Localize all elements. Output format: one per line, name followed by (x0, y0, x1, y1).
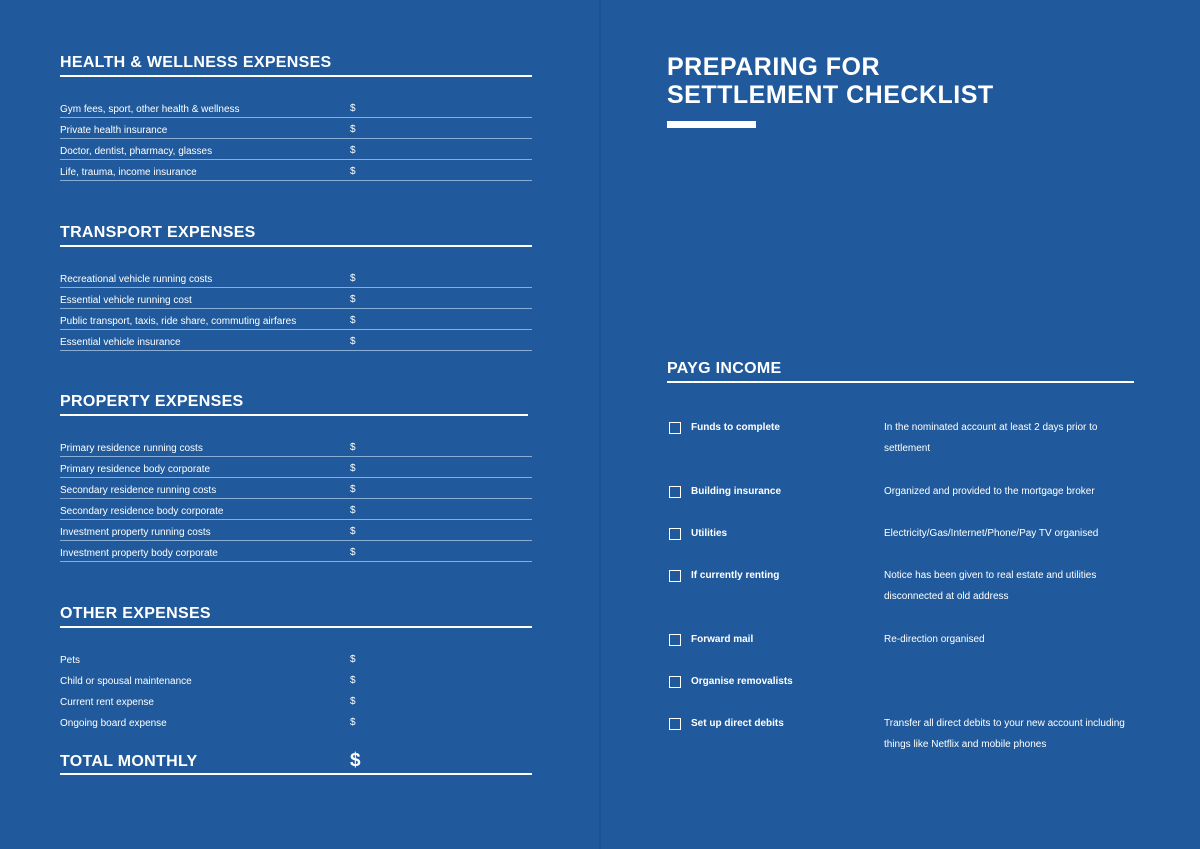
expense-row[interactable] (60, 289, 532, 309)
total-monthly-row[interactable] (60, 749, 532, 775)
expense-row[interactable] (60, 268, 532, 288)
expense-label: Current rent expense (60, 697, 154, 708)
expense-row[interactable] (60, 98, 532, 118)
expense-label: Gym fees, sport, other health & wellness (60, 104, 240, 115)
checklist-item-note: Re-direction organised (884, 634, 985, 645)
expense-label: Doctor, dentist, pharmacy, glasses (60, 146, 213, 157)
section-payg-income (667, 358, 1134, 383)
checklist-item-name: Set up direct debits (691, 718, 784, 729)
expense-row[interactable] (60, 691, 532, 711)
currency-symbol: $ (350, 166, 356, 177)
checklist-item-note: Transfer all direct debits to your new account including things like Netflix and mobile phones (884, 718, 1125, 750)
section-title: HEALTH & WELLNESS EXPENSES (60, 52, 532, 77)
checkbox[interactable] (669, 634, 681, 646)
expense-label: Essential vehicle running cost (60, 295, 192, 306)
expense-row[interactable] (60, 670, 532, 690)
currency-symbol: $ (350, 336, 356, 347)
checklist-item-note: Electricity/Gas/Internet/Phone/Pay TV organised (884, 528, 1099, 539)
checkbox[interactable] (669, 570, 681, 582)
expense-rows (60, 268, 532, 351)
expense-row[interactable] (60, 437, 532, 457)
expense-rows (60, 649, 532, 732)
currency-symbol: $ (350, 484, 356, 495)
expense-label: Pets (60, 655, 81, 666)
total-currency-symbol: $ (350, 750, 361, 771)
currency-symbol: $ (350, 294, 356, 305)
currency-symbol: $ (350, 675, 356, 686)
expense-row[interactable] (60, 161, 532, 181)
page-title-line-2: SETTLEMENT CHECKLIST (667, 81, 994, 109)
checklist-item-note: In the nominated account at least 2 days prior to settlement (884, 422, 1098, 454)
currency-symbol: $ (350, 526, 356, 537)
currency-symbol: $ (350, 442, 356, 453)
expense-label: Ongoing board expense (60, 718, 167, 729)
expense-label: Life, trauma, income insurance (60, 167, 197, 178)
expense-rows (60, 98, 532, 181)
currency-symbol: $ (350, 273, 356, 284)
section-title: OTHER EXPENSES (60, 603, 532, 628)
currency-symbol: $ (350, 463, 356, 474)
expense-row[interactable] (60, 521, 532, 541)
section-transport (60, 222, 532, 352)
expense-label: Child or spousal maintenance (60, 676, 192, 687)
expense-label: Investment property running costs (60, 527, 211, 538)
currency-symbol: $ (350, 547, 356, 558)
expense-label: Secondary residence running costs (60, 485, 217, 496)
expense-label: Essential vehicle insurance (60, 337, 181, 348)
expense-row[interactable] (60, 140, 532, 160)
section-title: PAYG INCOME (667, 358, 1134, 383)
expense-row[interactable] (60, 119, 532, 139)
expense-label: Primary residence body corporate (60, 464, 211, 475)
checkbox[interactable] (669, 486, 681, 498)
checkbox[interactable] (669, 528, 681, 540)
checkbox[interactable] (669, 676, 681, 688)
currency-symbol: $ (350, 505, 356, 516)
currency-symbol: $ (350, 315, 356, 326)
expense-rows (60, 437, 532, 562)
currency-symbol: $ (350, 717, 356, 728)
expense-row[interactable] (60, 331, 532, 351)
checklist-item-note: Organized and provided to the mortgage broker (884, 486, 1095, 497)
checkbox[interactable] (669, 718, 681, 730)
checklist-item-name: Utilities (691, 528, 728, 539)
expense-row[interactable] (60, 310, 532, 330)
section-title: PROPERTY EXPENSES (60, 391, 528, 416)
expense-row[interactable] (60, 500, 532, 520)
expense-label: Public transport, taxis, ride share, commuting airfares (60, 316, 297, 327)
section-health-wellness (60, 52, 532, 182)
currency-symbol: $ (350, 696, 356, 707)
expense-row[interactable] (60, 649, 532, 669)
section-title: TRANSPORT EXPENSES (60, 222, 532, 247)
checklist-item-name: Forward mail (691, 634, 754, 645)
checklist-item-name: Building insurance (691, 486, 782, 497)
checklist-item-name: Organise removalists (691, 676, 793, 687)
total-label: TOTAL MONTHLY (60, 753, 198, 770)
expense-row[interactable] (60, 458, 532, 478)
expense-label: Recreational vehicle running costs (60, 274, 213, 285)
section-property (60, 391, 532, 563)
currency-symbol: $ (350, 654, 356, 665)
checklist-item-name: If currently renting (691, 570, 780, 581)
expense-label: Secondary residence body corporate (60, 506, 224, 517)
expense-row[interactable] (60, 542, 532, 562)
expense-label: Private health insurance (60, 125, 168, 136)
checkbox[interactable] (669, 422, 681, 434)
title-accent-bar (667, 121, 756, 128)
expense-row[interactable] (60, 712, 532, 732)
currency-symbol: $ (350, 124, 356, 135)
currency-symbol: $ (350, 145, 356, 156)
page-title-line-1: PREPARING FOR (667, 53, 880, 81)
checklist-item-name: Funds to complete (691, 422, 780, 433)
expense-label: Primary residence running costs (60, 443, 203, 454)
currency-symbol: $ (350, 103, 356, 114)
right-page (600, 0, 1200, 849)
expense-row[interactable] (60, 479, 532, 499)
expense-label: Investment property body corporate (60, 548, 218, 559)
checklist-item-note: Notice has been given to real estate and utilities disconnected at old address (884, 570, 1097, 602)
section-other (60, 603, 532, 733)
page-title (667, 53, 994, 109)
